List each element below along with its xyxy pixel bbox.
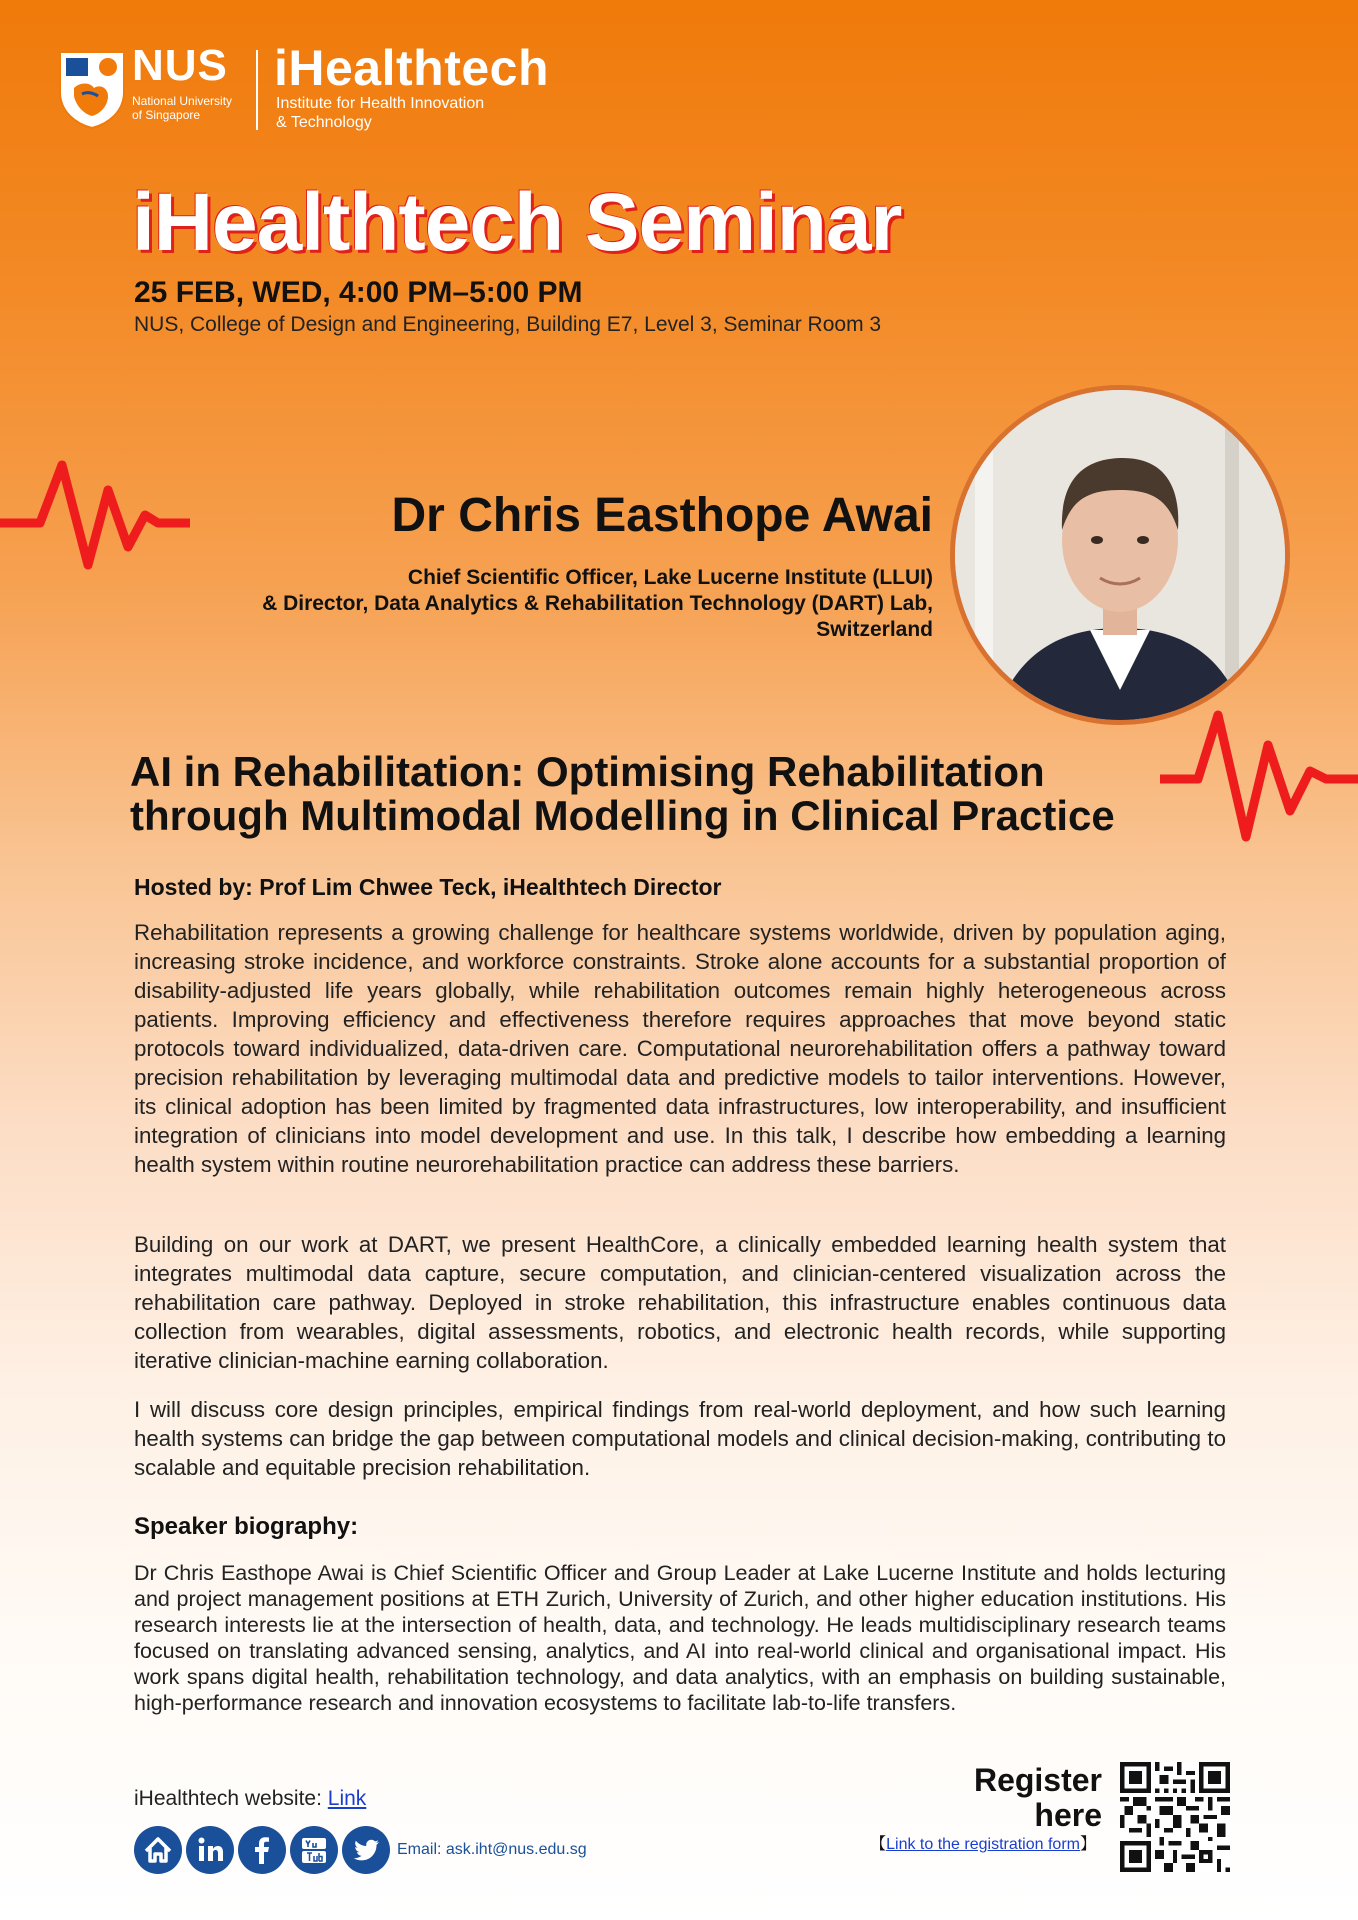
nus-crest-icon xyxy=(56,48,128,130)
abstract-paragraph-2: Building on our work at DART, we present HealthCore, a clinically embedded learning health system that integrates multimodal data capture, secure computation, and clinician-centered visualization across the rehabilitation care pathway. Deployed in stroke rehabilitation, this infrastructure enables continuous data collection from wearables, digital assessments, robotics, and electronic health records, while supporting iterative clinician-machine earning collaboration. xyxy=(134,1232,1226,1373)
facebook-icon[interactable] xyxy=(238,1826,286,1874)
nus-logo-subtitle-2: of Singapore xyxy=(132,108,201,122)
register-heading-line-2: here xyxy=(1034,1797,1102,1833)
hosted-by: Hosted by: Prof Lim Chwee Teck, iHealthtech Director xyxy=(134,874,722,900)
bracket-close: 】 xyxy=(1079,1836,1096,1853)
nus-logo-subtitle-1: National University xyxy=(132,94,233,108)
heartbeat-pulse-icon-left xyxy=(0,455,190,585)
bracket-open: 【 xyxy=(870,1836,887,1853)
register-heading-line-1: Register xyxy=(973,1762,1102,1798)
registration-qr-code[interactable] xyxy=(1120,1762,1230,1872)
logo-divider xyxy=(256,50,258,130)
ihealthtech-logo-word: iHealthtech xyxy=(274,40,550,96)
registration-link-row xyxy=(870,1835,1096,1855)
abstract-paragraph-1: Rehabilitation represents a growing challenge for healthcare systems worldwide, driven by population aging, increasing stroke incidence, and workforce constraints. Stroke alone accounts for a substantial proportion of disability-adjusted life years globally, while rehabilitation outcomes remain highly heterogeneous across patients. Improving efficiency and effectiveness therefore requires approaches that move beyond static protocols toward individualized, data-driven care. Computational neurorehabilitation offers a pathway toward precision rehabilitation by leveraging multimodal data and predictive models to tailor interventions. However, its clinical adoption has been limited by fragmented data infrastructures, low interoperability, and insufficient integration of clinicians into model development and use. In this talk, I describe how embedding a learning health system within routine neurorehabilitation practice can address these barriers. xyxy=(134,920,1226,1177)
speaker-title-line-3: Switzerland xyxy=(816,618,933,641)
speaker-name: Dr Chris Easthope Awai xyxy=(391,489,933,542)
linkedin-icon[interactable] xyxy=(186,1826,234,1874)
registration-link[interactable]: Link to the registration form xyxy=(886,1836,1080,1853)
twitter-icon[interactable] xyxy=(342,1826,390,1874)
youtube-icon[interactable] xyxy=(290,1826,338,1874)
talk-title: AI in Rehabilitation: Optimising Rehabilitation through Multimodal Modelling in Clinical Practice xyxy=(130,748,1115,839)
speaker-portrait-icon xyxy=(955,390,1285,720)
website-row xyxy=(134,1786,366,1812)
bio-heading: Speaker biography: xyxy=(134,1513,359,1540)
seminar-title: iHealthtech Seminar xyxy=(132,177,902,268)
ihealthtech-logo-subtitle-2: & Technology xyxy=(276,114,372,131)
contact-email[interactable]: Email: ask.iht@nus.edu.sg xyxy=(397,1841,587,1858)
nus-logo-word: NUS xyxy=(132,41,228,90)
website-label: iHealthtech website: xyxy=(134,1787,328,1810)
speaker-title-line-2: & Director, Data Analytics & Rehabilitation Technology (DART) Lab, xyxy=(262,592,933,615)
ihealthtech-logo-subtitle-1: Institute for Health Innovation xyxy=(276,95,485,112)
seminar-datetime: 25 FEB, WED, 4:00 PM–5:00 PM xyxy=(134,276,583,309)
website-link[interactable]: Link xyxy=(327,1787,367,1810)
home-icon[interactable] xyxy=(134,1826,182,1874)
speaker-photo xyxy=(950,385,1290,725)
abstract-paragraph-3: I will discuss core design principles, empirical findings from real-world deployment, and how such learning health systems can bridge the gap between computational models and clinical decision-making, contributing to scalable and equitable precision rehabilitation. xyxy=(134,1397,1226,1480)
bio-text: Dr Chris Easthope Awai is Chief Scientific Officer and Group Leader at Lake Lucerne Institute and holds lecturing and project management positions at ETH Zurich, University of Zurich, and other higher education institutions. His research interests lie at the intersection of health, data, and technology. He leads multidisciplinary research teams focused on translating advanced sensing, analytics, and AI into real-world clinical and organisational impact. His work spans digital health, rehabilitation technology, and data analytics, with an emphasis on building sustainable, high-performance research and innovation ecosystems to facilitate lab-to-life transfers. xyxy=(134,1561,1226,1715)
seminar-venue: NUS, College of Design and Engineering, Building E7, Level 3, Seminar Room 3 xyxy=(134,313,882,336)
speaker-title-line-1: Chief Scientific Officer, Lake Lucerne Institute (LLUI) xyxy=(407,566,933,589)
